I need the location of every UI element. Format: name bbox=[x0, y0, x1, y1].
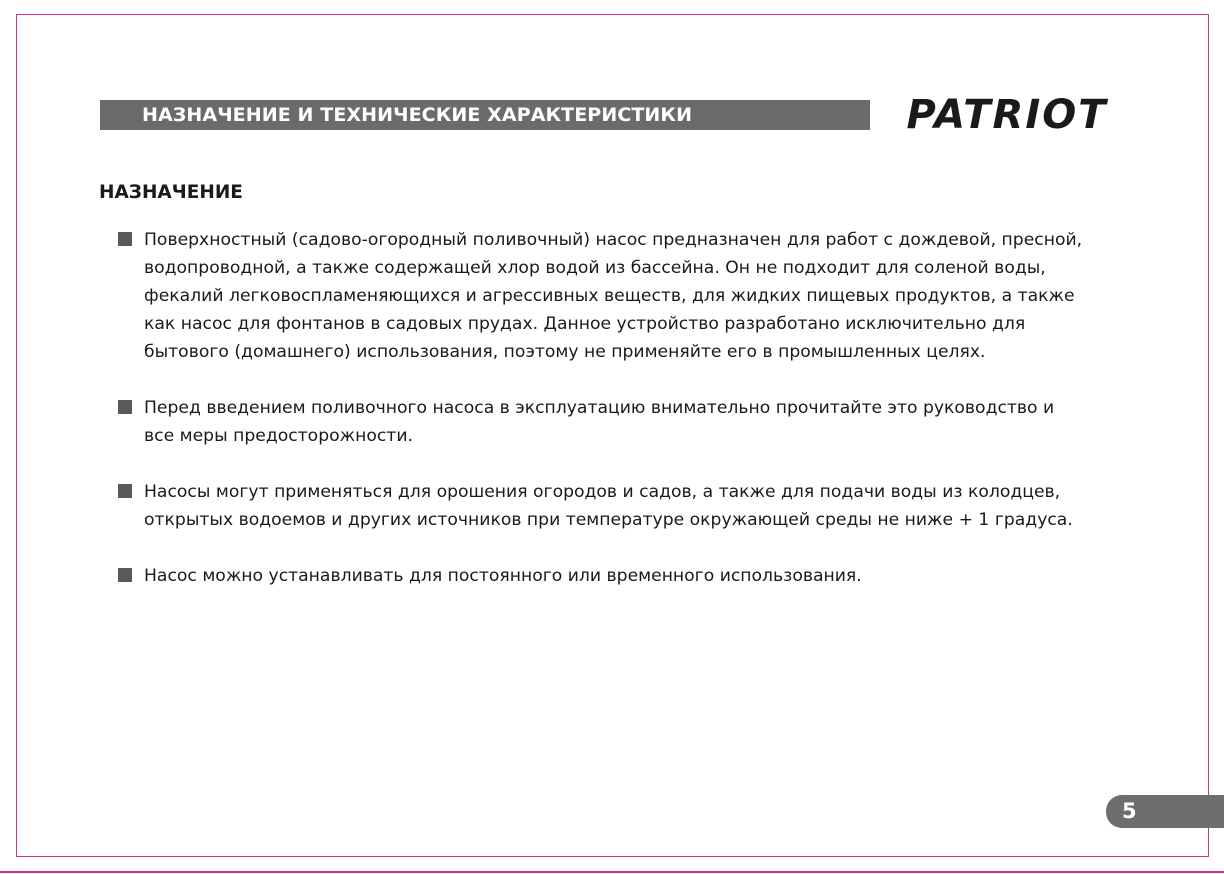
bullet-line: Поверхностный (садово-огородный поливочный) насос предназначен для работ с дождевой, пресной, bbox=[144, 230, 1083, 250]
bullet-line: Перед введением поливочного насоса в эксплуатацию внимательно прочитайте это руководство и bbox=[144, 398, 1055, 418]
bullet-line: водопроводной, а также содержащей хлор водой из бассейна. Он не подходит для соленой воды, bbox=[144, 258, 1046, 278]
list-item bbox=[118, 226, 1168, 366]
bullet-square-icon bbox=[118, 232, 132, 246]
header-title: НАЗНАЧЕНИЕ И ТЕХНИЧЕСКИЕ ХАРАКТЕРИСТИКИ bbox=[142, 104, 693, 126]
bullet-line: открытых водоемов и других источников при температуре окружающей среды не ниже + 1 градуса. bbox=[144, 510, 1073, 530]
list-item bbox=[118, 478, 1168, 534]
bullet-square-icon bbox=[118, 400, 132, 414]
page-number: 5 bbox=[1122, 799, 1137, 823]
bullet-line: все меры предосторожности. bbox=[144, 426, 413, 446]
bullet-list bbox=[118, 226, 1168, 618]
bullet-line: фекалий легковоспламеняющихся и агрессивных веществ, для жидких пищевых продуктов, а также bbox=[144, 286, 1075, 306]
patriot-logo bbox=[884, 92, 1130, 136]
header-bar bbox=[100, 100, 870, 130]
bullet-square-icon bbox=[118, 484, 132, 498]
page-number-tab bbox=[1106, 795, 1224, 828]
page-edge-line bbox=[0, 871, 1224, 873]
brand-text: PATRIOT bbox=[906, 92, 1108, 136]
bullet-line: Насос можно устанавливать для постоянного или временного использования. bbox=[144, 566, 862, 586]
list-item bbox=[118, 562, 1168, 590]
section-title: НАЗНАЧЕНИЕ bbox=[99, 182, 243, 203]
bullet-line: как насос для фонтанов в садовых прудах. Данное устройство разработано исключительно для bbox=[144, 314, 1026, 334]
bullet-line: Насосы могут применяться для орошения огородов и садов, а также для подачи воды из колодцев, bbox=[144, 482, 1061, 502]
list-item bbox=[118, 394, 1168, 450]
bullet-line: бытового (домашнего) использования, поэтому не применяйте его в промышленных целях. bbox=[144, 342, 986, 362]
bullet-square-icon bbox=[118, 568, 132, 582]
